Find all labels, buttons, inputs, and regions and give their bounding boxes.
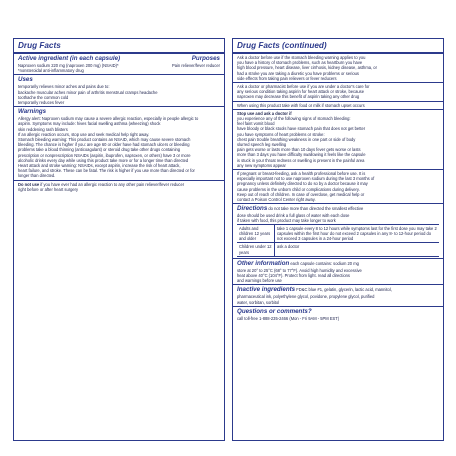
pregnant-section bbox=[233, 170, 443, 204]
stop-use-line-5: chest pain trouble breathing weakness in one part or side of body bbox=[237, 136, 356, 142]
stop-use-line-3: have bloody or black stools have stomach pain that does not get better bbox=[237, 126, 366, 132]
other-line-3: and warnings before use bbox=[237, 278, 282, 284]
questions-section bbox=[233, 307, 443, 322]
stop-use-line-0: Stop use and ask a doctor if bbox=[237, 110, 292, 116]
directions-table bbox=[237, 224, 439, 257]
warnings-section bbox=[14, 107, 224, 180]
do-not-use-line-0: if you have ever had an allergic reaction to any other pain reliever/fever reducer bbox=[40, 181, 185, 187]
pregnant-line-4: Keep out of reach of children. In case of overdose, get medical help or bbox=[237, 191, 365, 197]
stop-use-line-9: is stuck in your throat redness or swelling is present in the painful area bbox=[237, 157, 365, 163]
pregnant-line-5: contact a Poison Control Center right away. bbox=[237, 197, 316, 203]
left-header: Drug Facts bbox=[14, 39, 224, 54]
pregnant-line-0: If pregnant or breast-feeding, ask a health professional before use. It is bbox=[237, 171, 366, 177]
uses-line-3: temporarily reduces fever bbox=[18, 100, 65, 106]
warnings-line-1: aspirin. Symptoms may include: hives facial swelling asthma (wheezing) shock bbox=[18, 121, 161, 127]
directions-line-2: if taken with food, this product may take longer to work bbox=[237, 218, 336, 224]
warnings-line-9: Heart attack and stroke warning: NSAIDs, except aspirin, increase the risk of heart attack, bbox=[18, 163, 181, 169]
do-not-use-section bbox=[14, 181, 224, 193]
ask-doctor-line-1: you have a history of stomach problems, such as heartburn you have bbox=[237, 60, 363, 66]
directions-section bbox=[233, 204, 443, 258]
ask-doctor-line-0: Ask a doctor before use if the stomach bleeding warning applies to you bbox=[237, 55, 366, 60]
do-not-use-title: Do not use bbox=[18, 181, 40, 187]
inactive-title: Inactive ingredients bbox=[237, 286, 296, 294]
ask-doctor-line-4: side effects from taking pain relievers or fever reducers bbox=[237, 75, 337, 81]
stop-use-line-10: any new symptoms appear bbox=[237, 162, 286, 168]
stop-use-line-4: you have symptoms of heart problems or stroke: bbox=[237, 131, 325, 137]
pregnant-line-1: especially important not to use naproxen sodium during the last 3 months of bbox=[237, 176, 375, 182]
drug-facts-right-panel bbox=[232, 38, 444, 441]
uses-section bbox=[14, 75, 224, 107]
questions-title: Questions or comments? bbox=[237, 307, 312, 315]
ask-pharm-line-2: naproxen may decrease this benefit of aspirin taking any other drug bbox=[237, 94, 360, 100]
other-line-0: each capsule contains: sodium 20 mg bbox=[290, 260, 359, 266]
stop-use-line-2: feel faint vomit blood bbox=[237, 121, 275, 127]
warnings-line-8: alcoholic drinks every day while using this product take more or for a longer time than directed bbox=[18, 157, 189, 163]
dir-row-0-text: take 1 capsule every 8 to 12 hours while symptoms last for the first dose you may take 2 capsules within the first hour do not exceed 2 capsules in any 8- to 12-hour period do not exceed 3 capsules in a 24-hour period bbox=[275, 225, 439, 244]
directions-title: Directions bbox=[237, 205, 268, 213]
nsaid-note: *nonsteroidal anti-inflammatory drug bbox=[18, 68, 84, 74]
stop-use-line-1: you experience any of the following signs of stomach bleeding: bbox=[237, 116, 351, 122]
when-using-section bbox=[233, 102, 443, 110]
dir-row-1-label: Children under 12 years bbox=[237, 243, 275, 256]
warnings-title: Warnings bbox=[18, 108, 47, 116]
stop-use-line-7: pain gets worse or lasts more than 10 days fever gets worse or lasts bbox=[237, 147, 361, 153]
directions-line-1: dose should be used drink a full glass of water with each dose bbox=[237, 213, 350, 219]
uses-line-0: temporarily relieves minor aches and pains due to: bbox=[18, 84, 110, 90]
inactive-line-0: FD&C blue #1, gelatin, glycerin, lactic acid, mannitol, bbox=[296, 287, 392, 293]
uses-line-2: toothache the common cold bbox=[18, 94, 69, 100]
other-line-2: heat above 40°C (104°F). Protect from light. read all directions bbox=[237, 272, 350, 278]
directions-line-0: do not take more than directed the smallest effective bbox=[268, 206, 364, 212]
warnings-line-11: longer than directed. bbox=[18, 173, 56, 179]
warnings-line-0: Allergy alert: Naproxen sodium may cause a severe allergic reaction, especially in people allergic to bbox=[18, 116, 199, 122]
warnings-line-2: skin reddening rash blisters bbox=[18, 126, 68, 132]
warnings-line-10: heart failure, and stroke. These can be fatal. The risk is higher if you use more than directed or for bbox=[18, 168, 195, 174]
other-info-section bbox=[233, 259, 443, 286]
purposes-title: Purposes bbox=[191, 55, 220, 62]
questions-line: call toll-free 1-888-235-2466 (Mon - Fri 9AM - 5PM EST) bbox=[237, 315, 340, 321]
warnings-line-6: problems take a blood thinning (anticoagulant) or steroid drug take other drugs containing bbox=[18, 147, 181, 153]
drug-facts-left-panel bbox=[13, 38, 225, 441]
inactive-line-1: pharmaceutical ink, polyethylene glycol, povidone, propylene glycol, purified bbox=[237, 294, 375, 300]
ask-doctor-section bbox=[233, 54, 443, 83]
warnings-line-5: bleeding. The chance is higher if you: are age 60 or older have had stomach ulcers or bleeding bbox=[18, 142, 190, 148]
stop-use-line-6: slurred speech leg swelling bbox=[237, 142, 287, 148]
active-ingredient-title: Active ingredient (in each capsule) bbox=[18, 55, 121, 62]
right-header: Drug Facts (continued) bbox=[233, 39, 443, 54]
active-ingredient-purpose: Pain reliever/fever reducer bbox=[171, 63, 220, 68]
pregnant-line-2: pregnancy unless definitely directed to do so by a doctor because it may bbox=[237, 181, 368, 187]
stop-use-line-8: more than 3 days you have difficulty swallowing it feels like the capsule bbox=[237, 152, 366, 158]
inactive-line-2: water, sorbitan, sorbitol bbox=[237, 299, 280, 305]
pregnant-line-3: cause problems in the unborn child or complications during delivery. bbox=[237, 186, 360, 192]
other-info-title: Other information bbox=[237, 259, 290, 267]
warnings-line-3: If an allergic reaction occurs, stop use and seek medical help right away. bbox=[18, 131, 150, 137]
ask-doctor-line-3: had a stroke you are taking a diuretic you have problems or serious bbox=[237, 70, 359, 76]
ask-pharm-line-0: Ask a doctor or pharmacist before use if you are under a doctor's care for bbox=[237, 84, 370, 90]
inactive-section bbox=[233, 285, 443, 306]
active-ingredient-section bbox=[14, 54, 224, 75]
active-ingredient-line: Naproxen sodium 220 mg (naproxen 200 mg) (NSAID)* bbox=[18, 63, 119, 68]
uses-title: Uses bbox=[18, 76, 33, 84]
dir-row-0-label: Adults and children 12 years and older bbox=[237, 225, 275, 244]
ask-doctor-line-2: high blood pressure, heart disease, liver cirrhosis, kidney disease, asthma, or bbox=[237, 65, 377, 71]
ask-pharmacist-section bbox=[233, 83, 443, 102]
other-line-1: store at 20° to 25°C (68° to 77°F). Avoid high humidity and excessive bbox=[237, 267, 362, 273]
ask-pharm-line-1: any serious condition taking aspirin for heart attack or stroke, because bbox=[237, 89, 364, 95]
do-not-use-line-1: right before or after heart surgery bbox=[18, 186, 79, 192]
when-using-line: When using this product take with food or milk if stomach upset occurs bbox=[237, 102, 365, 108]
warnings-line-4: Stomach bleeding warning: This product contains an NSAID, which may cause severe stomach bbox=[18, 137, 191, 143]
stop-use-section bbox=[233, 110, 443, 170]
dir-row-1-text: ask a doctor bbox=[275, 243, 439, 256]
warnings-line-7: prescription or nonprescription NSAIDs (aspirin, ibuprofen, naproxen, or others) have 3 or more bbox=[18, 152, 191, 158]
uses-line-1: backache muscular aches minor pain of arthritis menstrual cramps headache bbox=[18, 89, 158, 95]
